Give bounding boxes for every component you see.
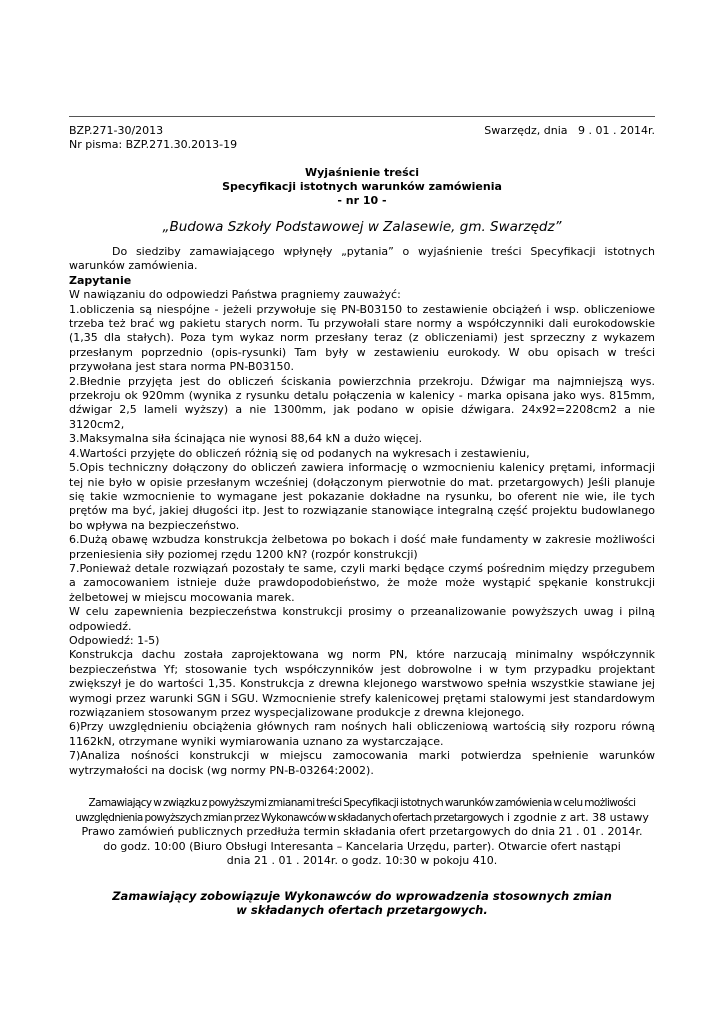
closing-line-1: Zamawiający w związku z powyższymi zmianami treści Specyfikacji istotnych warunków zamówienia w celu możliwości	[88, 797, 636, 810]
title-line-3: - nr 10 -	[337, 194, 387, 207]
paragraph: 1.obliczenia są niespójne - jeżeli przywołuje się PN-B03150 to zestawienie obciążeń i wsp. obliczeniowe trzeba też brać wg pakietu starych norm. Tu przywołali stare normy a współczynniki dali eurokodowskie (1,35 dla stałych). Poza tym wykaz norm przesłany teraz (z obliczeniami) jest sprzeczny z wykazem przesłanym poprzednio (opis-rysunki) Tam były w zestawieniu eurokody. W obu opisach w treści przywołana jest stara norma PN-B03150.	[69, 302, 655, 374]
paragraph: 4.Wartości przyjęte do obliczeń różnią się od podanych na wykresach i zestawieniu,	[69, 446, 530, 460]
question-heading: Zapytanie	[69, 273, 132, 287]
paragraph: W nawiązaniu do odpowiedzi Państwa pragniemy zauważyć:	[69, 288, 401, 302]
reference-number: BZP.271-30/2013	[69, 124, 164, 137]
closing-line-3: Prawo zamówień publicznych przedłuża termin składania ofert przetargowych do dnia 21 . 01 . 2014r.	[81, 825, 643, 839]
header-rule	[69, 116, 655, 117]
paragraph: 5.Opis techniczny dołączony do obliczeń zawiera informację o wzmocnieniu kalenicy prętami, informacji tej nie było w opisie przesłanym wcześniej (dołączonym pierwotnie do mat. przetargowych) Jeśli planuje się takie wzmocnienie to wymagane jest pokazanie dokładne na rysunku, bo oferent nie wie, ile tych prętów ma być, jakiej długości itp. Jest to rozwiązanie stanowiące integralną część projektu budowlanego bo wpływa na bezpieczeństwo.	[69, 461, 655, 532]
closing-line-2	[69, 811, 655, 826]
final-line-2: w składanych ofertach przetargowych.	[236, 903, 488, 918]
paragraph: 7)Analiza nośności konstrukcji w miejscu zamocowania marki potwierdza spełnienie warunków wytrzymałości na docisk (wg normy PN-B-03264:2002).	[69, 749, 655, 777]
place-and-date: Swarzędz, dnia 9 . 01 . 2014r.	[484, 124, 655, 137]
answer-heading: Odpowiedź: 1-5)	[69, 633, 160, 647]
closing-line-2a: uwzględnienia powyższych zmian przez Wykonawców w składanych ofertach przetargowych	[75, 811, 504, 824]
closing-notice	[69, 796, 655, 869]
paragraph: W celu zapewnienia bezpieczeństwa konstrukcji prosimy o przeanalizowanie powyższych uwag i pilną odpowiedź.	[69, 605, 655, 633]
closing-line-2b: i zgodnie z art. 38 ustawy	[507, 810, 649, 824]
closing-line-5: dnia 21 . 01 . 2014r. o godz. 10:30 w pokoju 410.	[226, 854, 498, 868]
header-row	[69, 124, 655, 138]
intro-paragraph: Do siedziby zamawiającego wpłynęły „pytania” o wyjaśnienie treści Specyfikacji istotnych warunków zamówienia.	[69, 245, 655, 273]
paragraph: 3.Maksymalna siła ścinająca nie wynosi 88,64 kN a dużo więcej.	[69, 432, 423, 446]
closing-line-4: do godz. 10:00 (Biuro Obsługi Interesanta – Kancelaria Urzędu, parter). Otwarcie ofert nastąpi	[103, 839, 621, 853]
final-statement	[69, 889, 655, 918]
paragraph: 7.Ponieważ detale rozwiązań pozostały te same, czyli marki będące czymś pośrednim między przegubem a zamocowaniem istnieje duże prawdopodobieństwo, że może może wystąpić spękanie konstrukcji żelbetowej w miejscu mocowania marek.	[69, 561, 655, 604]
paragraph: 6)Przy uwzględnieniu obciążenia głównych ram nośnych hali obliczeniową wartością siły rozporu równą 1162kN, otrzymane wyniki wymiarowania uznano za wystarczające.	[69, 720, 655, 748]
letter-number: Nr pisma: BZP.271.30.2013-19	[69, 138, 238, 151]
document-body	[69, 245, 655, 778]
paragraph: 2.Błednie przyjęta jest do obliczeń ściskania powierzchnia przekroju. Dźwigar ma najmniejszą wys. przekroju ok 920mm (wynika z rysunku detalu połączenia w kalenicy - marka opisana jako wys. 815mm, dźwigar 2,5 lameli wyższy) a nie 1300mm, jak podano w opisie dźwigara. 24x92=2208cm2 a nie 3120cm2,	[69, 374, 655, 431]
title-line-2: Specyfikacji istotnych warunków zamówienia	[222, 180, 502, 193]
document-page	[69, 116, 655, 918]
paragraph: 6.Dużą obawę wzbudza konstrukcja żelbetowa po bokach i dość małe fundamenty w zakresie możliwości przeniesienia siły poziomej rzędu 1200 kN? (rozpór konstrukcji)	[69, 533, 655, 561]
title-line-1: Wyjaśnienie treści	[305, 166, 419, 179]
paragraph: Konstrukcja dachu została zaprojektowana wg norm PN, które narzucają minimalny współczynnik bezpieczeństwa Yf; stosowanie tych współczynników jest dobrowolne i w tym przypadku projektant zwiększył je do wartości 1,35. Konstrukcja z drewna klejonego warstwowo spełnia wszystkie stawiane jej wymogi przez warunki SGN i SGU. Wzmocnienie strefy kalenicowej prętami stalowymi jest standardowym rozwiązaniem stosowanym przez wyspecjalizowane produkcje z drewna klejonego.	[69, 648, 655, 719]
document-title	[69, 166, 655, 208]
final-line-1: Zamawiający zobowiązuje Wykonawców do wprowadzenia stosownych zmian	[112, 888, 612, 903]
project-name: „Budowa Szkoły Podstawowej w Zalasewie, gm. Swarzędz”	[162, 219, 562, 235]
